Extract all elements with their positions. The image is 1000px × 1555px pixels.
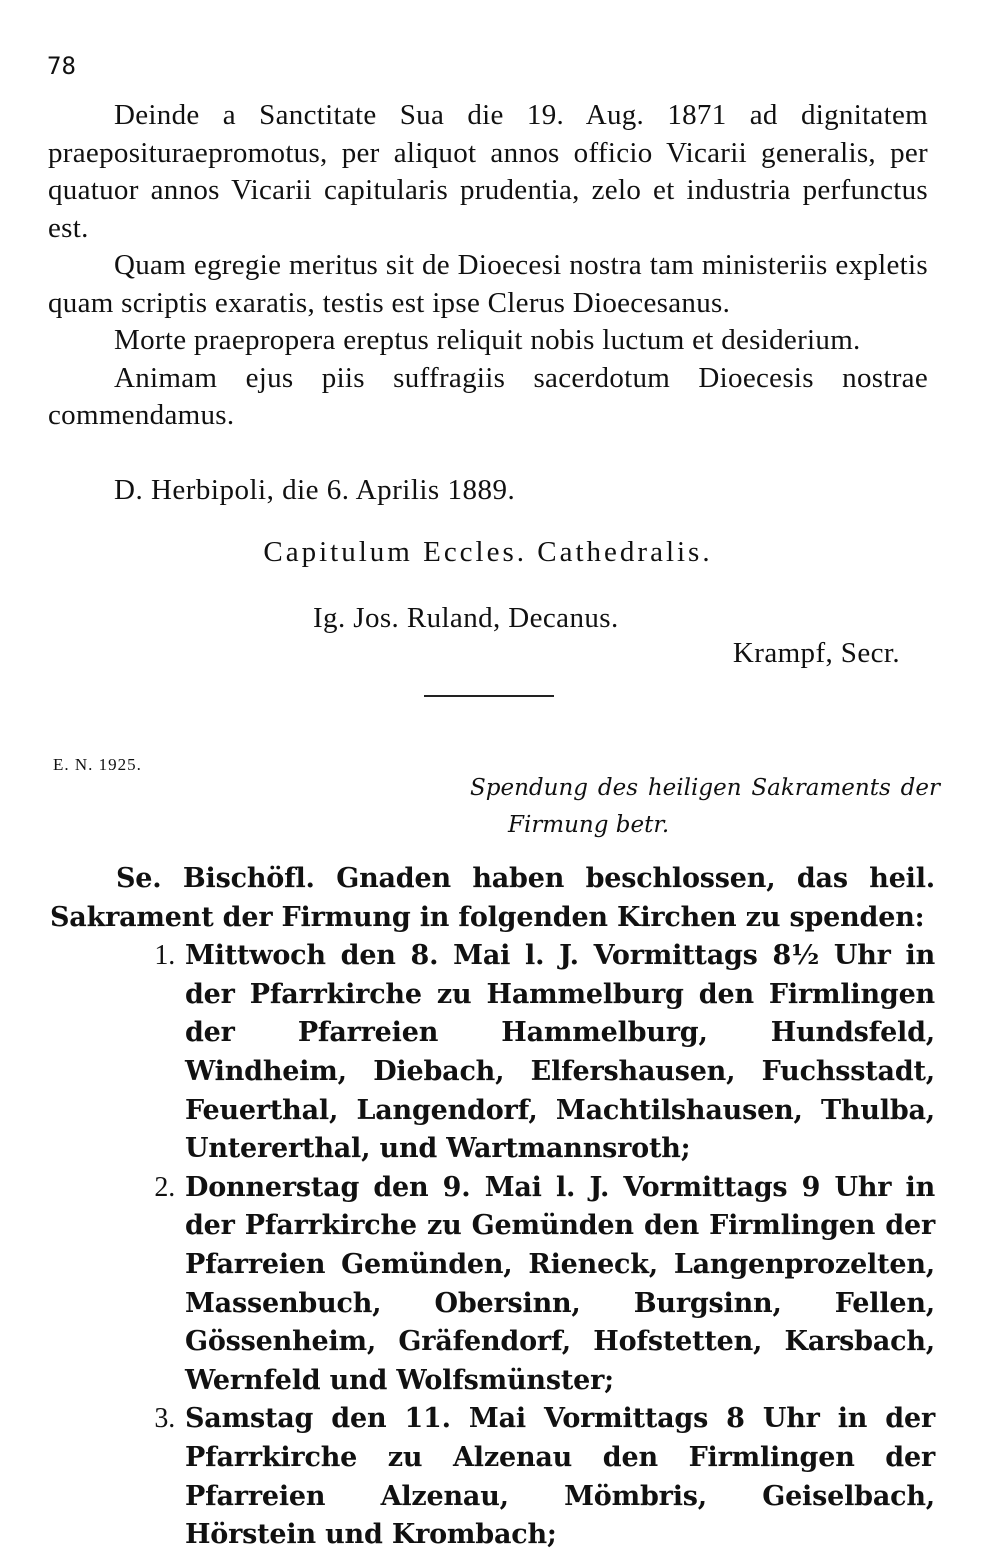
list-item xyxy=(50,1400,935,1554)
subject-line-1: Spendung des heiligen Sakraments der xyxy=(470,775,940,801)
signature-dean: Ig. Jos. Ruland, Decanus. xyxy=(313,602,619,634)
paragraph-commendation: Animam ejus piis suffragiis sacerdotum Dioecesis nostrae commendamus. xyxy=(48,361,928,431)
list-item-number: 3. xyxy=(154,1403,175,1435)
section-divider xyxy=(424,695,554,697)
list-item xyxy=(50,1169,935,1401)
chapter-name: Capitulum Eccles. Cathedralis. xyxy=(263,536,713,568)
paragraph-death: Morte praepropera ereptus reliquit nobis luctum et desiderium. xyxy=(114,324,861,356)
paragraph-promotion: Deinde a Sanctitate Sua die 19. Aug. 1871 ad dignitatem praeposituraepromotus, per aliquot annos officio Vicarii generalis, per quatuor annos Vicarii capitularis prudentia, zelo et industria perfunctus est. xyxy=(48,99,928,244)
subject-line-2: Firmung betr. xyxy=(508,812,670,838)
list-item-text: Mittwoch den 8. Mai l. J. Vormittags 8½ Uhr in der Pfarrkirche zu Hammelburg den Firmlingen der Pfarreien Hammelburg, Hundsfeld, Windheim, Diebach, Elfershausen, Fuchsstadt, Feuerthal, Langendorf, Machtilshausen, Thulba, Untererthal, und Wartmannsroth; xyxy=(185,940,935,1165)
signature-secretary: Krampf, Secr. xyxy=(732,637,900,669)
notice-subject xyxy=(470,770,940,844)
notice-intro: Se. Bischöfl. Gnaden haben beschlossen, das heil. Sakrament der Firmung in folgenden Kirchen zu spenden: xyxy=(50,863,935,933)
list-item-number: 2. xyxy=(154,1171,175,1203)
paragraph-merits: Quam egregie meritus sit de Dioecesi nostra tam ministeriis expletis quam scriptis exaratis, testis est ipse Clerus Dioecesanus. xyxy=(48,249,928,319)
list-item-text: Donnerstag den 9. Mai l. J. Vormittags 9 Uhr in der Pfarrkirche zu Gemünden den Firmlingen der Pfarreien Gemünden, Rieneck, Langenprozelten, Massenbuch, Obersinn, Burgsinn, Fellen, Gössenheim, Gräfendorf, Hofstetten, Karsbach, Wernfeld und Wolfsmünster; xyxy=(185,1171,935,1396)
dateline: D. Herbipoli, die 6. Aprilis 1889. xyxy=(114,474,516,506)
confirmation-notice-body xyxy=(50,860,935,1555)
reference-number: E. N. 1925. xyxy=(53,755,142,774)
signatory-chapter xyxy=(0,536,1000,569)
page-number: 78 xyxy=(47,52,76,80)
list-item-text: Samstag den 11. Mai Vormittags 8 Uhr in der Pfarrkirche zu Alzenau den Firmlingen der Pfarreien Alzenau, Mömbris, Geiselbach, Hörstein und Krombach; xyxy=(185,1403,935,1551)
list-item-number: 1. xyxy=(154,940,175,972)
list-item xyxy=(50,937,935,1169)
latin-obituary-text xyxy=(48,97,928,435)
